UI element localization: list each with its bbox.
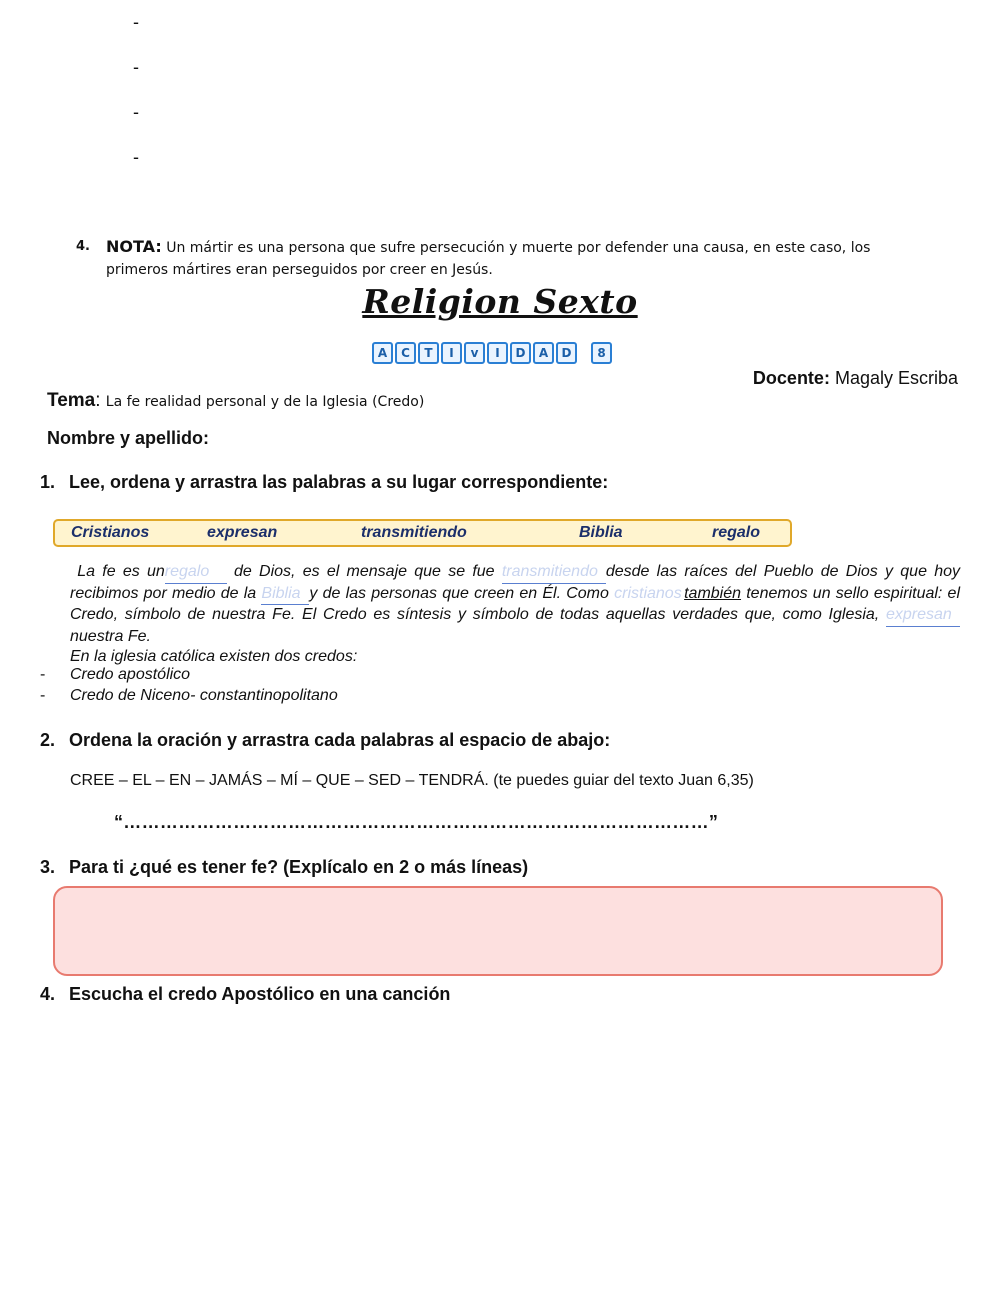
question-2-text: Ordena la oración y arrastra cada palabras al espacio de abajo:	[69, 730, 611, 750]
para-text: y de las personas que creen en Él. Como	[309, 584, 609, 602]
question-1-text: Lee, ordena y arrastra las palabras a su lugar correspondiente:	[69, 472, 609, 492]
para-text: tenemos un sello espiritual: el Credo, símbolo de nuestra Fe. El Credo es síntesis y símbolo de todas aquellas verdades que, como Iglesia,	[70, 584, 961, 623]
activity-letter: A	[533, 342, 554, 364]
drop-blank-5[interactable]: expresan	[886, 605, 960, 627]
drop-blank-2[interactable]: transmitiendo	[502, 562, 606, 584]
word-chip-expresan[interactable]: expresan	[207, 524, 278, 541]
activity-letter: I	[487, 342, 508, 364]
para-text: también	[684, 584, 742, 602]
note-label: NOTA:	[106, 237, 162, 256]
question-2	[40, 730, 610, 751]
para-text: nuestra Fe.	[70, 627, 151, 645]
para-text: desde las raíces del Pueblo de Dios y que hoy recibimos por medio de la	[70, 563, 961, 602]
note-text: Un mártir es una persona que sufre persecución y muerte por defender una causa, en este caso, los primeros mártires eran perseguidos por creer en Jesús.	[106, 240, 871, 278]
docente-name: Magaly Escriba	[834, 368, 958, 388]
drop-blank-1[interactable]: regalo	[165, 562, 227, 584]
page-title: Religion Sexto	[362, 282, 638, 321]
word-chip-transmitiendo[interactable]: transmitiendo	[361, 524, 467, 541]
list-item: - Credo de Niceno- constantinopolitano	[40, 687, 338, 704]
activity-letter: v	[464, 342, 485, 364]
dash-4: -	[133, 147, 139, 167]
question-1-number: 1.	[40, 472, 56, 492]
question-4	[40, 984, 450, 1005]
activity-number: 8	[591, 342, 612, 364]
docente	[753, 368, 958, 389]
note	[76, 236, 936, 281]
dash-2: -	[133, 57, 139, 77]
word-chip-cristianos[interactable]: Cristianos	[71, 524, 150, 541]
nombre-label: Nombre y apellido:	[47, 428, 210, 448]
drop-blank-3[interactable]: Biblia	[261, 584, 309, 606]
question-4-text: Escucha el credo Apostólico en una canción	[69, 984, 451, 1004]
activity-letter: D	[510, 342, 531, 364]
tema-text: La fe realidad personal y de la Iglesia (Credo)	[105, 394, 425, 410]
fill-paragraph	[70, 562, 960, 668]
question-3-text: Para ti ¿qué es tener fe? (Explícalo en 2 o más líneas)	[69, 857, 529, 877]
tema	[47, 390, 424, 412]
para-text: de Dios, es el mensaje que se fue	[234, 563, 495, 580]
dash-3: -	[133, 102, 139, 122]
note-number: 4.	[76, 239, 90, 254]
question-1	[40, 472, 608, 493]
tema-label: Tema	[47, 390, 96, 411]
drop-blank-4[interactable]: cristianos	[614, 584, 682, 602]
word-chip-regalo[interactable]: regalo	[712, 524, 761, 541]
activity-letter: I	[441, 342, 462, 364]
activity-letter: T	[418, 342, 439, 364]
activity-letter: A	[372, 342, 393, 364]
question-4-number: 4.	[40, 984, 56, 1004]
dash-1: -	[133, 12, 139, 32]
question-3-number: 3.	[40, 857, 56, 877]
para-text: La fe es un	[77, 563, 165, 580]
activity-label	[372, 342, 612, 364]
answer-textbox[interactable]	[53, 886, 943, 976]
activity-letter: C	[395, 342, 416, 364]
credo-1: Credo apostólico	[70, 666, 191, 683]
sentence-drop-line[interactable]: “……………………………………………………………………………………”	[114, 812, 719, 832]
credo-2: Credo de Niceno- constantinopolitano	[70, 687, 338, 704]
word-chip-biblia[interactable]: Biblia	[579, 524, 623, 541]
scrambled-words: CREE – EL – EN – JAMÁS – MÍ – QUE – SED – TENDRÁ. (te puedes guiar del texto Juan 6,35)	[70, 772, 754, 789]
list-item: - Credo apostólico	[40, 666, 191, 683]
word-bank	[53, 519, 792, 547]
tema-colon: :	[95, 390, 101, 411]
activity-letter: D	[556, 342, 577, 364]
docente-label: Docente:	[752, 368, 830, 388]
question-2-number: 2.	[40, 730, 56, 750]
question-3	[40, 857, 528, 878]
para-text: En la iglesia católica existen dos credos:	[70, 648, 358, 665]
